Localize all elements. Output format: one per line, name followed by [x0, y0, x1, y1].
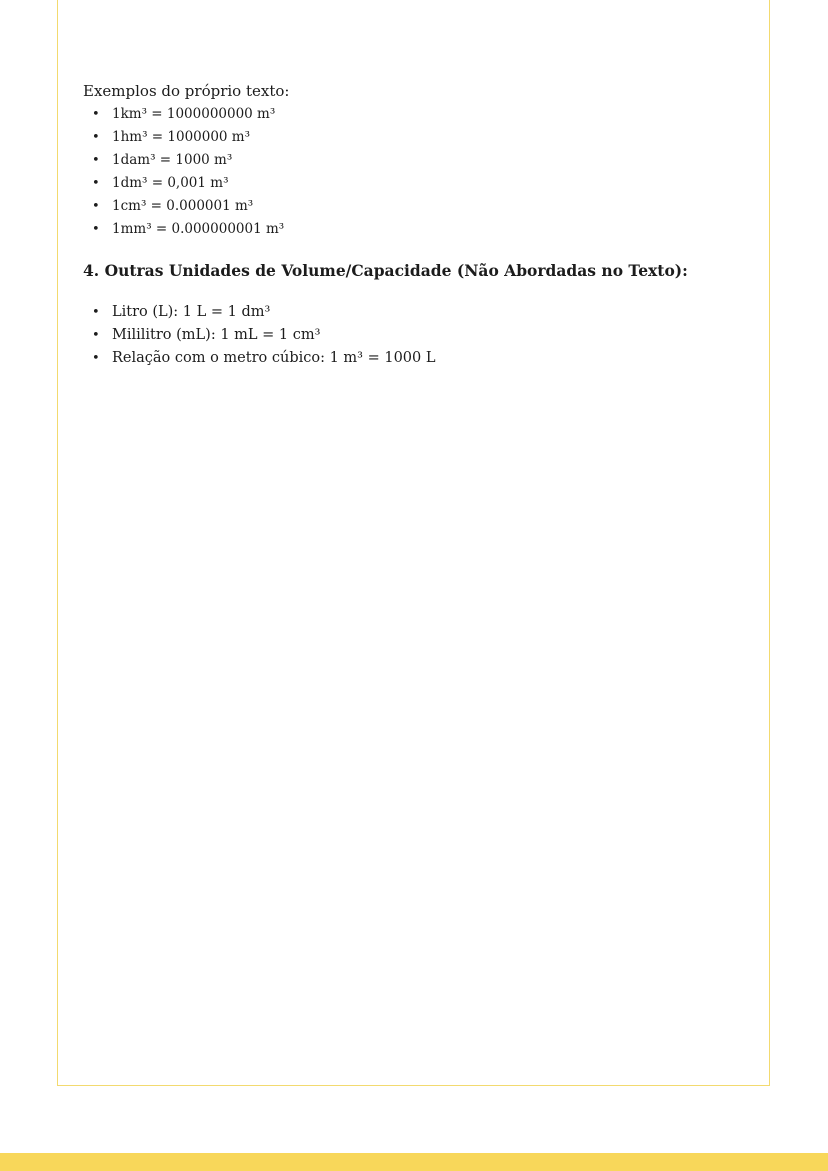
list-item-text: 1dm³ = 0,001 m³: [112, 175, 229, 191]
list-item: [83, 103, 743, 126]
list-item: [83, 195, 743, 218]
list-item-text: Relação com o metro cúbico: 1 m³ = 1000 L: [112, 350, 436, 366]
bullet-icon: •: [92, 199, 100, 214]
list-item-text: 1km³ = 1000000000 m³: [112, 106, 276, 122]
bullet-icon: •: [92, 222, 100, 237]
examples-intro: Exemplos do próprio texto:: [83, 82, 290, 100]
other-units-list: [83, 301, 743, 370]
bullet-icon: •: [92, 130, 100, 145]
list-item-text: Mililitro (mL): 1 mL = 1 cm³: [112, 327, 321, 343]
bullet-icon: •: [92, 305, 100, 320]
list-item-text: 1cm³ = 0.000001 m³: [112, 198, 254, 214]
list-item-text: 1dam³ = 1000 m³: [112, 152, 233, 168]
bullet-icon: •: [92, 153, 100, 168]
list-item: [83, 172, 743, 195]
bullet-icon: •: [92, 328, 100, 343]
list-item: [83, 149, 743, 172]
list-item: [83, 324, 743, 347]
bottom-accent-bar: [0, 1153, 828, 1171]
document-body: [83, 80, 743, 370]
list-item: [83, 301, 743, 324]
list-item-text: 1mm³ = 0.000000001 m³: [112, 221, 285, 237]
list-item-text: Litro (L): 1 L = 1 dm³: [112, 304, 271, 320]
list-item: [83, 126, 743, 149]
list-item-text: 1hm³ = 1000000 m³: [112, 129, 251, 145]
examples-list: [83, 103, 743, 241]
section-heading: 4. Outras Unidades de Volume/Capacidade (Não Abordadas no Texto):: [83, 261, 688, 280]
bullet-icon: •: [92, 107, 100, 122]
list-item: [83, 347, 743, 370]
bullet-icon: •: [92, 176, 100, 191]
bullet-icon: •: [92, 351, 100, 366]
list-item: [83, 218, 743, 241]
